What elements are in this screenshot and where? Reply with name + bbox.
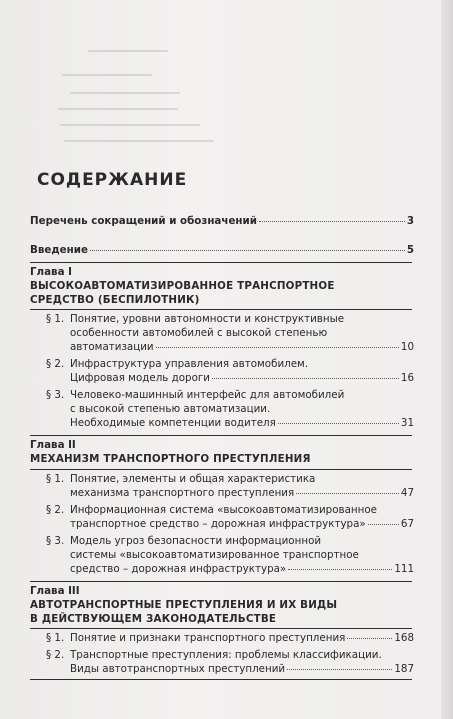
section-number: § 3. (46, 535, 65, 547)
bleed-through-line (58, 108, 178, 110)
section-number: § 3. (46, 389, 65, 401)
page-number: 16 (400, 372, 414, 384)
section-line: системы «высокоавтоматизированное транспортное (70, 549, 359, 561)
entry-label: средство – дорожная инфраструктура» (70, 563, 287, 575)
section-line: Инфраструктура управления автомобилем. (70, 358, 309, 370)
bleed-through-line (64, 140, 214, 142)
page-number: 10 (400, 341, 414, 353)
toc-entry-section[interactable] (70, 371, 414, 385)
section-line: особенности автомобилей с высокой степенью (70, 327, 328, 339)
section-number: § 1. (46, 632, 65, 644)
section-line: Модель угроз безопасности информационной (70, 535, 322, 547)
bleed-through-line (70, 92, 180, 94)
chapter-title: АВТОТРАНСПОРТНЫЕ ПРЕСТУПЛЕНИЯ И ИХ ВИДЫ (30, 599, 338, 611)
page-number: 67 (400, 518, 414, 530)
toc-entry-section[interactable] (70, 486, 414, 500)
section-number: § 1. (46, 473, 65, 485)
page-number: 5 (406, 244, 414, 256)
toc-entry-section[interactable] (70, 662, 414, 676)
section-number: § 1. (46, 313, 65, 325)
chapter-divider (30, 262, 412, 263)
dot-leader (156, 347, 399, 348)
section-number: § 2. (46, 649, 65, 661)
entry-label: Перечень сокращений и обозначений (30, 215, 257, 227)
toc-entry-section[interactable] (70, 562, 414, 576)
entry-label: Понятие и признаки транспортного преступления (70, 632, 346, 644)
page-number: 47 (400, 487, 414, 499)
entry-label: Цифровая модель дороги (70, 372, 210, 384)
toc-entry-abbreviations[interactable] (30, 214, 414, 228)
section-number: § 2. (46, 358, 65, 370)
page-edge (441, 0, 453, 719)
bleed-through-line (62, 74, 152, 76)
chapter-divider (30, 469, 412, 470)
chapter-label: Глава II (30, 439, 76, 451)
chapter-divider (30, 309, 412, 310)
chapter-divider (30, 435, 412, 436)
chapter-divider (30, 581, 412, 582)
dot-leader (212, 378, 399, 379)
section-line: Человеко-машинный интерфейс для автомобилей (70, 389, 345, 401)
section-line: с высокой степенью автоматизации. (70, 403, 271, 415)
section-line: Информационная система «высокоавтоматизированное (70, 504, 377, 516)
section-line: Понятие, уровни автономности и конструктивные (70, 313, 345, 325)
dot-leader (368, 524, 399, 525)
chapter-label: Глава I (30, 266, 72, 278)
toc-entry-intro[interactable] (30, 243, 414, 257)
page-number: 187 (394, 663, 414, 675)
toc-entry-section[interactable] (70, 517, 414, 531)
chapter-label: Глава III (30, 585, 80, 597)
toc-entry-section[interactable] (70, 340, 414, 354)
entry-label: Введение (30, 244, 88, 256)
section-number: § 2. (46, 504, 65, 516)
section-line: Транспортные преступления: проблемы классификации. (70, 649, 382, 661)
dot-leader (347, 638, 392, 639)
page-number: 168 (394, 632, 414, 644)
page-number: 111 (394, 563, 414, 575)
dot-leader (278, 423, 399, 424)
chapter-title: В ДЕЙСТВУЮЩЕМ ЗАКОНОДАТЕЛЬСТВЕ (30, 613, 277, 625)
chapter-title: ВЫСОКОАВТОМАТИЗИРОВАННОЕ ТРАНСПОРТНОЕ (30, 280, 335, 292)
chapter-divider (30, 628, 412, 629)
chapter-title: СРЕДСТВО (БЕСПИЛОТНИК) (30, 294, 200, 306)
chapter-divider (30, 679, 412, 680)
toc-entry-section[interactable] (70, 631, 414, 645)
toc-entry-section[interactable] (70, 416, 414, 430)
toc-title: СОДЕРЖАНИЕ (37, 170, 188, 190)
dot-leader (90, 250, 405, 251)
dot-leader (288, 569, 392, 570)
bleed-through-line (60, 124, 200, 126)
section-line: Понятие, элементы и общая характеристика (70, 473, 316, 485)
dot-leader (296, 493, 399, 494)
page-number: 3 (406, 215, 414, 227)
entry-label: Необходимые компетенции водителя (70, 417, 276, 429)
chapter-title: МЕХАНИЗМ ТРАНСПОРТНОГО ПРЕСТУПЛЕНИЯ (30, 453, 311, 465)
dot-leader (259, 221, 405, 222)
dot-leader (287, 669, 392, 670)
entry-label: Виды автотранспортных преступлений (70, 663, 286, 675)
page-number: 31 (400, 417, 414, 429)
entry-label: механизма транспортного преступления (70, 487, 295, 499)
entry-label: автоматизации (70, 341, 154, 353)
bleed-through-line (88, 50, 168, 52)
entry-label: транспортное средство – дорожная инфраструктура» (70, 518, 366, 530)
